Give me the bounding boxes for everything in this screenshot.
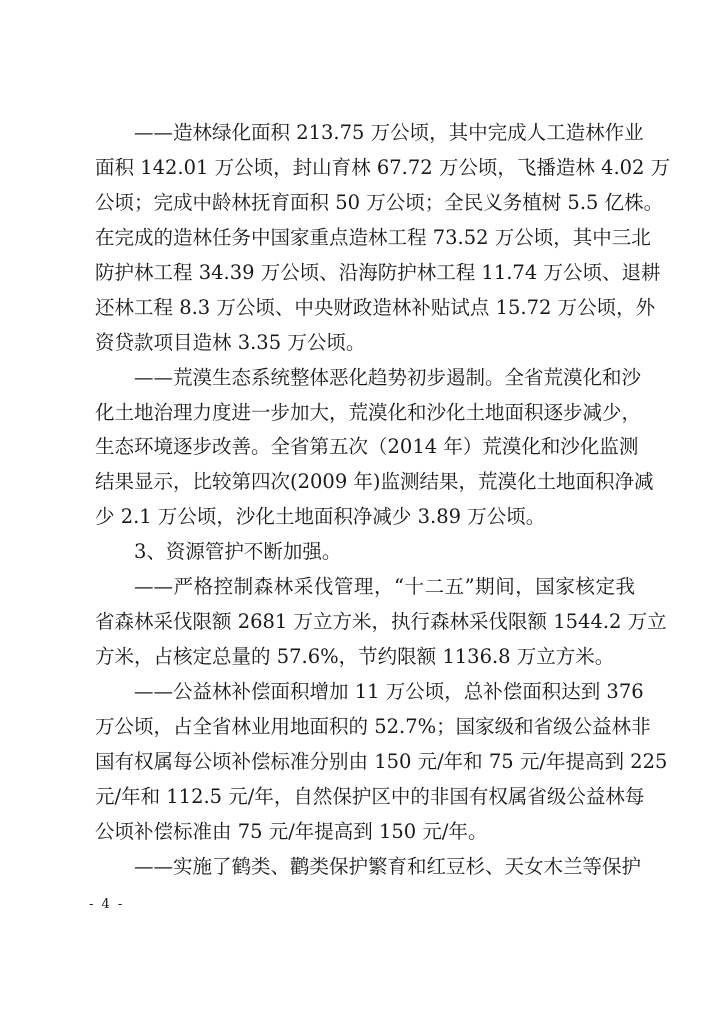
text-line: 还林工程 8.3 万公顷、中央财政造林补贴试点 15.72 万公顷，外	[95, 295, 656, 319]
text-line: 万公顷，占全省林业用地面积的 52.7%；国家级和省级公益林非	[95, 714, 651, 738]
text-line: 国有权属每公顷补偿标准分别由 150 元/年和 75 元/年提高到 225	[95, 749, 668, 773]
text-line: ——荒漠生态系统整体恶化趋势初步遏制。全省荒漠化和沙	[134, 365, 642, 389]
text-line: ——实施了鹤类、鹳类保护繁育和红豆杉、天女木兰等保护	[134, 854, 642, 878]
paragraph-afforestation	[95, 116, 671, 361]
paragraph-desertification	[95, 361, 654, 536]
text-line: 方米，占核定总量的 57.6%，节约限额 1136.8 万立方米。	[95, 645, 615, 669]
page-number: - 4 -	[89, 897, 125, 912]
text-line: 资贷款项目造林 3.35 万公顷。	[95, 330, 366, 354]
text-line: 少 2.1 万公顷，沙化土地面积净减少 3.89 万公顷。	[95, 505, 546, 529]
text-line: ——造林绿化面积 213.75 万公顷，其中完成人工造林作业	[134, 121, 644, 144]
text-line: 生态环境逐步改善。全省第五次（2014 年）荒漠化和沙化监测	[95, 435, 639, 459]
text-line: 省森林采伐限额 2681 万立方米，执行森林采伐限额 1544.2 万立	[95, 610, 667, 634]
paragraph-logging-control	[95, 570, 667, 675]
text-line: 元/年和 112.5 元/年，自然保护区中的非国有权属省级公益林每	[95, 784, 645, 808]
text-line: ——严格控制森林采伐管理，“十二五”期间，国家核定我	[134, 575, 635, 599]
body-text	[95, 116, 671, 885]
text-line: 公顷；完成中龄林抚育面积 50 万公顷；全民义务植树 5.5 亿株。	[95, 190, 664, 214]
paragraph-species-protection	[95, 850, 642, 885]
text-line: 防护林工程 34.39 万公顷、沿海防护林工程 11.74 万公顷、退耕	[95, 260, 661, 284]
text-line: 化土地治理力度进一步加大，荒漠化和沙化土地面积逐步减少，	[95, 400, 642, 424]
paragraph-public-forest-compensation	[95, 675, 668, 850]
text-line: 在完成的造林任务中国家重点造林工程 73.52 万公顷，其中三北	[95, 225, 651, 249]
text-line: 3、资源管护不断加强。	[134, 540, 342, 564]
section-heading	[95, 535, 635, 570]
text-line: ——公益林补偿面积增加 11 万公顷，总补偿面积达到 376	[134, 680, 644, 703]
text-line: 公顷补偿标准由 75 元/年提高到 150 元/年。	[95, 819, 488, 843]
text-line: 结果显示，比较第四次(2009 年)监测结果，荒漠化土地面积净减	[95, 470, 654, 494]
text-line: 面积 142.01 万公顷，封山育林 67.72 万公顷，飞播造林 4.02 万	[95, 155, 671, 179]
